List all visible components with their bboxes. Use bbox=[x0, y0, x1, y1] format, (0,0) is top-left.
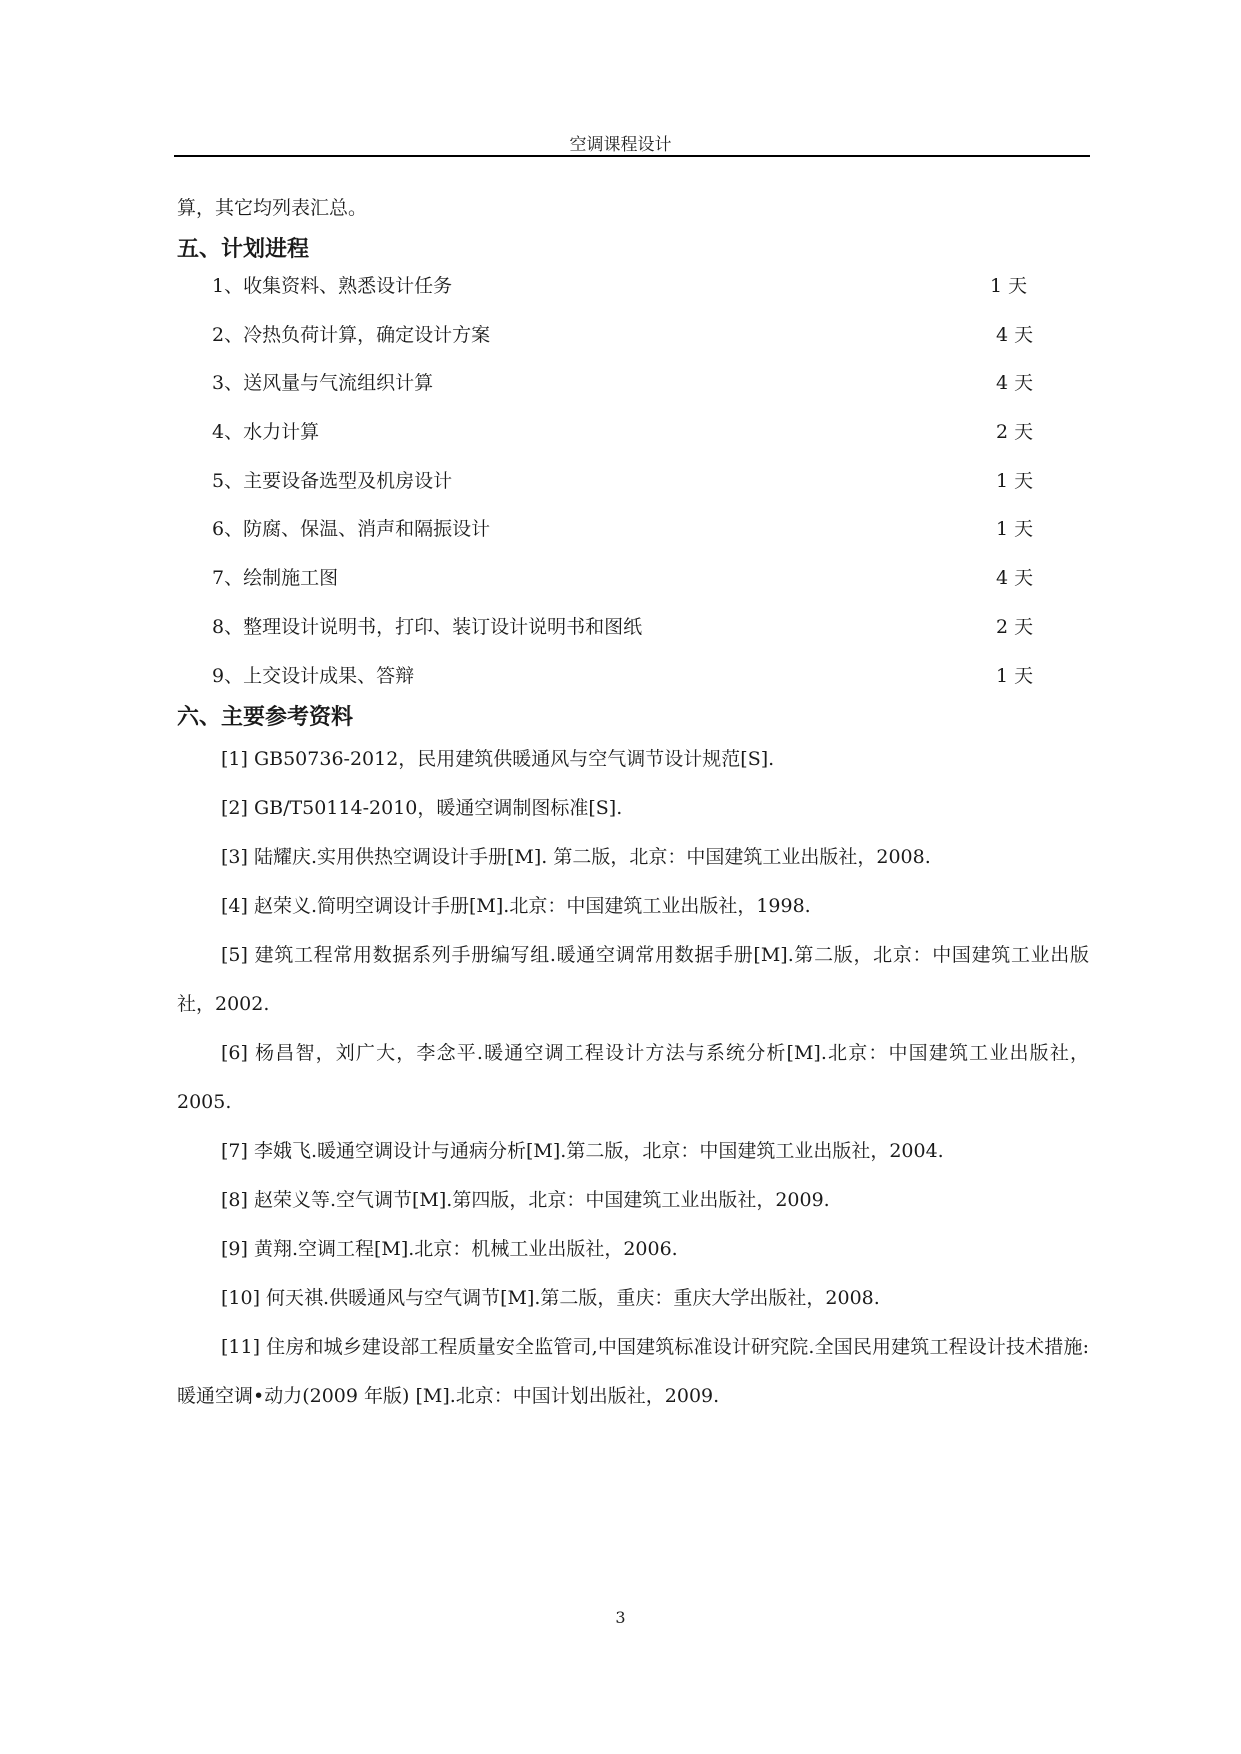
header-divider bbox=[174, 155, 1090, 157]
schedule-task: 6、防腐、保温、消声和隔振设计 bbox=[212, 518, 491, 541]
references-list bbox=[177, 735, 1089, 1421]
reference-item: [5] 建筑工程常用数据系列手册编写组.暖通空调常用数据手册[M].第二版，北京：中国建筑工业出版社，2002. bbox=[177, 943, 1089, 1015]
references-heading: 六、主要参考资料 bbox=[177, 704, 354, 730]
schedule-item bbox=[177, 419, 1089, 468]
schedule-days: 4 天 bbox=[996, 372, 1034, 395]
schedule-days: 1 天 bbox=[996, 664, 1034, 687]
schedule-days: 2 天 bbox=[996, 421, 1034, 444]
schedule-days: 4 天 bbox=[996, 323, 1034, 346]
schedule-task: 4、水力计算 bbox=[212, 421, 320, 444]
schedule-item bbox=[177, 468, 1089, 517]
reference-item: [8] 赵荣义等.空气调节[M].第四版，北京：中国建筑工业出版社，2009. bbox=[221, 1188, 830, 1211]
reference-item: [4] 赵荣义.简明空调设计手册[M].北京：中国建筑工业出版社，1998. bbox=[221, 894, 811, 917]
reference-item: [11] 住房和城乡建设部工程质量安全监管司,中国建筑标准设计研究院.全国民用建筑工程设计技术措施:暖通空调•动力(2009 年版) [M].北京：中国计划出版社，2009. bbox=[177, 1335, 1089, 1407]
schedule-item bbox=[177, 516, 1089, 565]
schedule-task: 3、送风量与气流组织计算 bbox=[212, 372, 434, 395]
reference-item: [7] 李娥飞.暖通空调设计与通病分析[M].第二版，北京：中国建筑工业出版社，2004. bbox=[221, 1139, 944, 1162]
schedule-task: 7、绘制施工图 bbox=[212, 567, 339, 590]
schedule-heading: 五、计划进程 bbox=[177, 237, 310, 262]
schedule-days: 1 天 bbox=[990, 275, 1028, 297]
schedule-task: 8、整理设计说明书，打印、装订设计说明书和图纸 bbox=[212, 615, 643, 638]
reference-item: [3] 陆耀庆.实用供热空调设计手册[M]. 第二版，北京：中国建筑工业出版社，2008. bbox=[221, 845, 931, 868]
schedule-item bbox=[177, 565, 1089, 614]
schedule-item bbox=[177, 614, 1089, 663]
reference-item: [2] GB/T50114-2010，暖通空调制图标准[S]. bbox=[221, 796, 623, 819]
schedule-item bbox=[177, 370, 1089, 419]
schedule-task: 2、冷热负荷计算，确定设计方案 bbox=[212, 323, 491, 346]
reference-item: [10] 何天祺.供暖通风与空气调节[M].第二版，重庆：重庆大学出版社，2008. bbox=[221, 1286, 880, 1309]
reference-item: [9] 黄翔.空调工程[M].北京：机械工业出版社，2006. bbox=[221, 1237, 678, 1260]
page-number: 3 bbox=[615, 1608, 626, 1627]
schedule-task: 5、主要设备选型及机房设计 bbox=[212, 469, 453, 492]
schedule-days: 1 天 bbox=[996, 518, 1034, 541]
schedule-days: 4 天 bbox=[996, 567, 1034, 590]
schedule-item bbox=[177, 663, 1089, 697]
reference-item: [6] 杨昌智，刘广大，李念平.暖通空调工程设计方法与系统分析[M].北京：中国建筑工业出版社，2005. bbox=[177, 1041, 1089, 1113]
running-header-title: 空调课程设计 bbox=[569, 135, 672, 155]
schedule-days: 2 天 bbox=[996, 615, 1034, 638]
schedule-days: 1 天 bbox=[996, 469, 1034, 492]
reference-item: [1] GB50736-2012，民用建筑供暖通风与空气调节设计规范[S]. bbox=[221, 747, 775, 770]
schedule-task: 9、上交设计成果、答辩 bbox=[212, 664, 415, 687]
schedule-item bbox=[177, 273, 1089, 322]
intro-paragraph: 算，其它均列表汇总。 bbox=[177, 197, 368, 219]
page-content bbox=[177, 195, 1089, 1421]
schedule-task: 1、收集资料、熟悉设计任务 bbox=[212, 275, 453, 297]
schedule-list bbox=[177, 273, 1089, 697]
schedule-item bbox=[177, 322, 1089, 371]
